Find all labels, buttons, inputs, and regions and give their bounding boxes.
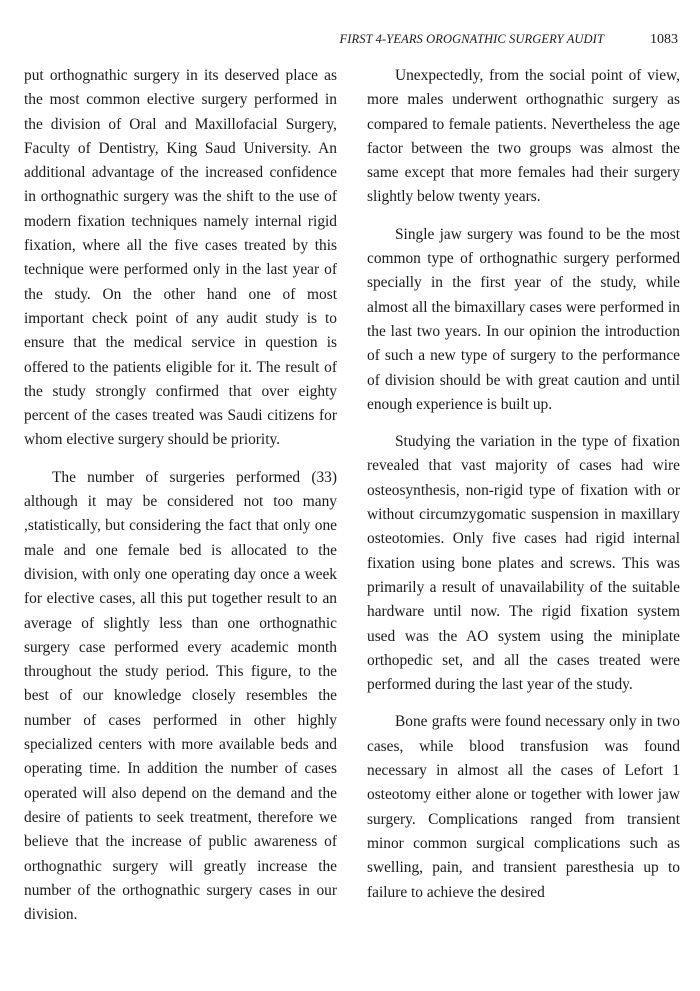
page-number: 1083 — [650, 32, 678, 47]
body-paragraph: The number of surgeries performed (33) although it may be considered not too many ,statistically, but considering the fact that only one male and one female bed is allocated to the division, with only one operating day once a week for elective cases, all this put together result to an average of slightly less than one orthognathic surgery case performed every academic month throughout the study period. This figure, to the best of our knowledge closely resembles the number of cases performed in other highly specialized centers with more available beds and operating time. In addition the number of cases operated will also depend on the demand and the desire of patients to seek treatment, therefore we believe that the increase of public awareness of orthognathic surgery will greatly increase the number of the orthognathic surgery cases in our division. — [24, 468, 337, 924]
right-column — [367, 64, 680, 905]
left-column — [24, 64, 337, 927]
body-paragraph: Single jaw surgery was found to be the most common type of orthognathic surgery performed specially in the first year of the study, while almost all the bimaxillary cases were performed in the last two years. In our opinion the introduction of such a new type of surgery to the performance of division should be with great caution and until enough experience is built up. — [367, 225, 680, 413]
body-paragraph: Unexpectedly, from the social point of view, more males underwent orthognathic surgery as compared to female patients. Nevertheless the age factor between the two groups was almost the same except that more females had their surgery slightly below twenty years. — [367, 67, 680, 206]
body-paragraph: put orthognathic surgery in its deserved place as the most common elective surgery performed in the division of Oral and Maxillofacial Surgery, Faculty of Dentistry, King Saud University. An additional advantage of the increased confidence in orthognathic surgery was the shift to the use of modern fixation techniques namely internal rigid fixation, where all the five cases treated by this technique were performed only in the last year of the study. On the other hand one of most important check point of any audit study is to ensure that the medical service in question is offered to the patients eligible for it. The result of the study strongly confirmed that over eighty percent of the cases treated was Saudi citizens for whom elective surgery should be priority. — [24, 67, 337, 449]
running-header — [0, 32, 700, 52]
body-paragraph: Bone grafts were found necessary only in two cases, while blood transfusion was found necessary in almost all the cases of Lefort 1 osteotomy either alone or together with lower jaw surgery. Complications ranged from transient minor common surgical complications such as swelling, pain, and transient paresthesia up to failure to achieve the desired — [367, 713, 680, 901]
running-title: FIRST 4-YEARS OROGNATHIC SURGERY AUDIT — [339, 32, 604, 46]
body-paragraph: Studying the variation in the type of fixation revealed that vast majority of cases had wire osteosynthesis, non-rigid type of fixation with or without circumzygomatic suspension in maxillary osteotomies. Only five cases had rigid internal fixation using bone plates and screws. This was primarily a result of unavailability of the suitable hardware until now. The rigid fixation system used was the AO system using the miniplate orthopedic set, and all the cases treated were performed during the last year of the study. — [367, 433, 680, 694]
